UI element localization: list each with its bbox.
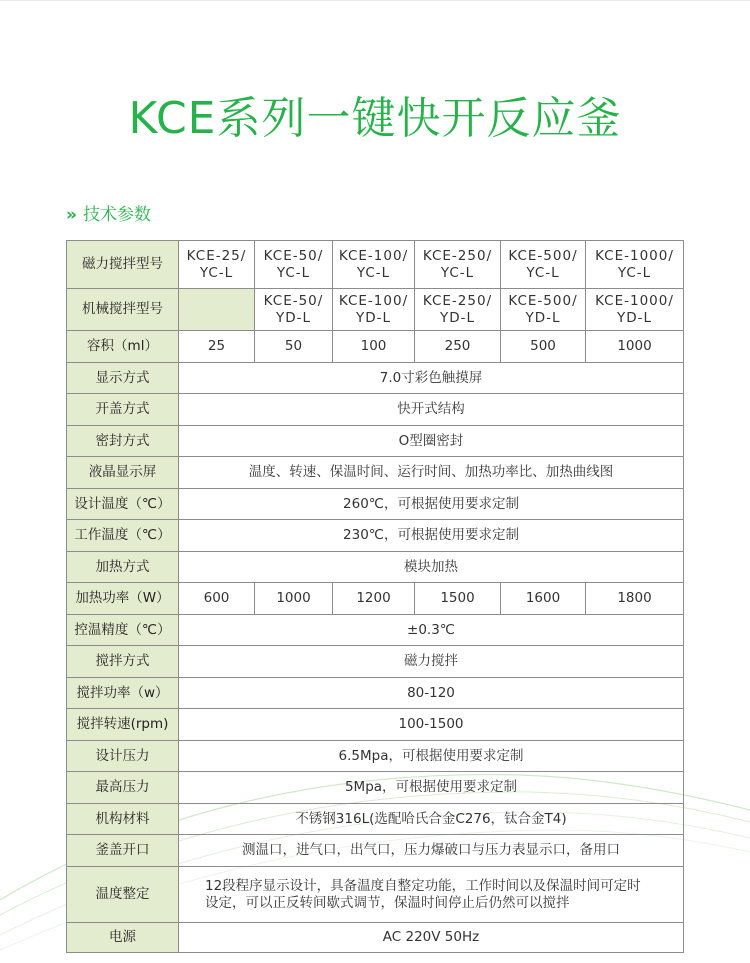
table-cell: 1500	[415, 583, 501, 615]
table-cell: 50	[255, 331, 333, 363]
table-row	[67, 552, 684, 583]
row-label: 釜盖开口	[67, 835, 179, 867]
table-cell: KCE-50/ YD-L	[255, 289, 333, 331]
table-cell: 5Mpa，可根据使用要求定制	[179, 772, 684, 804]
table-cell: 1000	[255, 583, 333, 615]
table-cell: 7.0寸彩色触摸屏	[179, 363, 684, 394]
table-cell: 250	[415, 331, 501, 363]
table-row	[67, 804, 684, 835]
table-cell: ±0.3℃	[179, 615, 684, 646]
section-title: 技术参数	[82, 205, 151, 225]
table-cell: KCE-1000/ YC-L	[586, 241, 684, 289]
table-cell: KCE-100/ YC-L	[333, 241, 415, 289]
table-cell: KCE-500/ YC-L	[501, 241, 586, 289]
row-label: 搅拌方式	[67, 646, 179, 678]
table-cell: 磁力搅拌	[179, 646, 684, 678]
top-divider	[0, 0, 750, 1]
table-cell: 1800	[586, 583, 684, 615]
table-cell: 模块加热	[179, 552, 684, 583]
table-row	[67, 867, 684, 923]
table-cell: 100-1500	[179, 709, 684, 741]
empty-cell	[179, 289, 255, 331]
table-cell: AC 220V 50Hz	[179, 923, 684, 953]
table-cell: 快开式结构	[179, 394, 684, 426]
table-row	[67, 583, 684, 615]
table-cell: 500	[501, 331, 586, 363]
table-cell: 100	[333, 331, 415, 363]
table-cell: 1600	[501, 583, 586, 615]
table-row	[67, 457, 684, 489]
row-label: 搅拌转速(rpm)	[67, 709, 179, 741]
table-cell: 25	[179, 331, 255, 363]
row-label: 搅拌功率（w）	[67, 678, 179, 709]
table-row	[67, 394, 684, 426]
table-row	[67, 741, 684, 772]
table-cell: 1200	[333, 583, 415, 615]
table-row	[67, 615, 684, 646]
table-cell: KCE-250/ YD-L	[415, 289, 501, 331]
spec-table	[66, 240, 684, 953]
row-label: 容积（ml）	[67, 331, 179, 363]
row-label: 电源	[67, 923, 179, 953]
table-row	[67, 241, 684, 289]
table-row	[67, 489, 684, 520]
table-row	[67, 331, 684, 363]
row-label: 磁力搅拌型号	[67, 241, 179, 289]
table-cell: 1000	[586, 331, 684, 363]
double-chevron-icon: »	[66, 205, 77, 225]
table-cell: 测温口，进气口，出气口，压力爆破口与压力表显示口，备用口	[179, 835, 684, 867]
section-heading	[66, 200, 151, 225]
table-cell: KCE-1000/ YD-L	[586, 289, 684, 331]
row-label: 工作温度（℃）	[67, 520, 179, 552]
table-row	[67, 772, 684, 804]
table-cell: 230℃，可根据使用要求定制	[179, 520, 684, 552]
table-cell: 不锈钢316L(选配哈氏合金C276，钛合金T4)	[179, 804, 684, 835]
row-label: 机械搅拌型号	[67, 289, 179, 331]
table-row	[67, 678, 684, 709]
row-label: 控温精度（℃）	[67, 615, 179, 646]
table-cell: 温度、转速、保温时间、运行时间、加热功率比、加热曲线图	[179, 457, 684, 489]
table-cell: 12段程序显示设计，具备温度自整定功能，工作时间以及保温时间可定时 设定，可以正反转间歇式调节，保温时间停止后仍然可以搅拌	[179, 867, 684, 923]
table-cell: 260℃，可根据使用要求定制	[179, 489, 684, 520]
row-label: 液晶显示屏	[67, 457, 179, 489]
table-cell: 6.5Mpa，可根据使用要求定制	[179, 741, 684, 772]
table-cell: KCE-25/ YC-L	[179, 241, 255, 289]
page-title: KCE系列一键快开反应釜	[128, 93, 622, 144]
row-label: 加热功率（W）	[67, 583, 179, 615]
table-cell: 80-120	[179, 678, 684, 709]
row-label: 设计压力	[67, 741, 179, 772]
table-row	[67, 426, 684, 457]
table-cell: KCE-100/ YD-L	[333, 289, 415, 331]
table-row	[67, 709, 684, 741]
table-cell: 600	[179, 583, 255, 615]
table-row	[67, 835, 684, 867]
table-cell: KCE-50/ YC-L	[255, 241, 333, 289]
table-row	[67, 289, 684, 331]
table-cell: O型圈密封	[179, 426, 684, 457]
row-label: 加热方式	[67, 552, 179, 583]
table-cell: KCE-500/ YD-L	[501, 289, 586, 331]
table-row	[67, 520, 684, 552]
row-label: 开盖方式	[67, 394, 179, 426]
table-row	[67, 923, 684, 953]
row-label: 温度整定	[67, 867, 179, 923]
row-label: 最高压力	[67, 772, 179, 804]
table-cell: KCE-250/ YC-L	[415, 241, 501, 289]
table-row	[67, 646, 684, 678]
row-label: 机构材料	[67, 804, 179, 835]
row-label: 设计温度（℃）	[67, 489, 179, 520]
row-label: 密封方式	[67, 426, 179, 457]
table-row	[67, 363, 684, 394]
row-label: 显示方式	[67, 363, 179, 394]
